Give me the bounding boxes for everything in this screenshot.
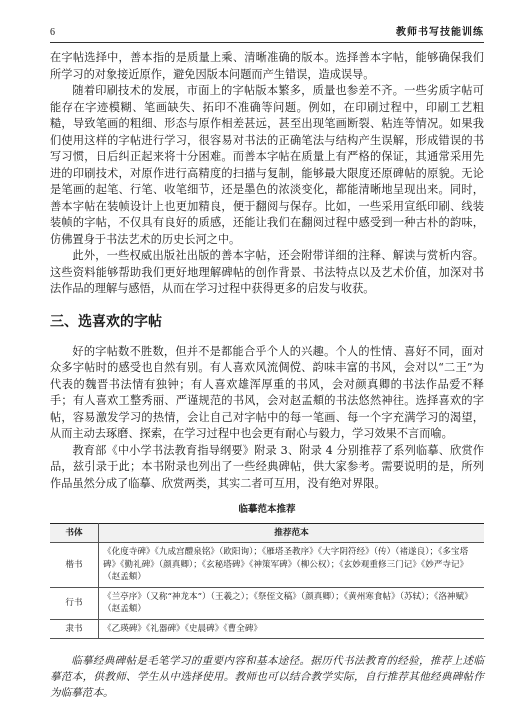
page-number: 6 [50, 27, 55, 38]
table-row [50, 543, 484, 588]
script-style-cell: 隶书 [50, 619, 99, 639]
paragraph: 在字帖选择中，善本指的是质量上乘、清晰准确的版本。选择善本字帖，能够确保我们所学习的对象接近原作，避免因版本问题而产生错误，造成误导。 [50, 51, 484, 81]
table-note: 临摹经典碑帖是毛笔学习的重要内容和基本途径。据历代书法教育的经验，推荐上述临摹范本，供教师、学生从中选择使用。教师也可以结合教学实际，自行推荐其他经典碑帖作为临摹范本。 [50, 655, 484, 699]
running-title: 教师书写技能训练 [396, 27, 484, 38]
paragraph: 教育部《中小学书法教育指导纲要》附录 3、附录 4 分别推荐了系列临摹、欣赏作品，兹引录于此；本书附录也列出了一些经典碑帖，供大家参考。需要说明的是，所列作品虽然分成了临摹、欣赏两类，其实二者可互用，没有绝对界限。 [50, 443, 484, 490]
recommendation-table [50, 523, 484, 640]
column-header-style: 书体 [50, 523, 99, 543]
paragraph: 随着印刷技术的发展，市面上的字帖版本繁多，质量也参差不齐。一些劣质字帖可能存在字迹模糊、笔画缺失、拓印不准确等问题。例如，在印刷过程中，印刷工艺粗糙，导致笔画的粗细、形态与原作相差甚远，甚至出现笔画断裂、粘连等情况。如果我们使用这样的字帖进行学习，很容易对书法的正确笔法与结构产生误解，形成错误的书写习惯，日后纠正起来将十分困难。而善本字帖在质量上有严格的保证，其通常采用先进的印刷技术，对原作进行高精度的扫描与复制，能够最大限度还原碑帖的原貌。无论是笔画的起笔、行笔、收笔细节，还是墨色的浓淡变化，都能清晰地呈现出来。同时，善本字帖在装帧设计上也更加精良，便于翻阅与保存。比如，一些采用宣纸印刷、线装装帧的字帖，不仅具有良好的质感，还能让我们在翻阅过程中感受到一种古朴的韵味，仿佛置身于书法艺术的历史长河之中。 [50, 84, 484, 246]
running-header [50, 26, 484, 43]
works-cell: 《乙瑛碑》《礼器碑》《史晨碑》《曹全碑》 [99, 619, 485, 639]
table-caption: 临摹范本推荐 [238, 504, 296, 515]
section-title: 三、选喜欢的字帖 [50, 313, 162, 330]
page-body [50, 50, 484, 701]
table-row [50, 587, 484, 619]
column-header-works: 推荐范本 [99, 523, 485, 543]
script-style-cell: 行书 [50, 587, 99, 619]
script-style-cell: 楷书 [50, 543, 99, 588]
table-header-row [50, 523, 484, 543]
table-row [50, 619, 484, 639]
works-cell: 《兰亭序》（又称“神龙本”）（王羲之）；《祭侄文稿》（颜真卿）；《黄州寒食帖》（苏轼）；《洛神赋》（赵孟頫） [99, 587, 485, 619]
paragraph: 此外，一些权威出版社出版的善本字帖，还会附带详细的注释、解读与赏析内容。这些资料能够帮助我们更好地理解碑帖的创作背景、书法特点以及艺术价值，加深对书法作品的理解与感悟，从而在学习过程中获得更多的启发与收获。 [50, 249, 484, 295]
paragraph: 好的字帖数不胜数，但并不是都能合乎个人的兴趣。个人的性情、喜好不同，面对众多字帖时的感受也自然有别。有人喜欢风流倜傥、韵味丰富的书风，会对以“二王”为代表的魏晋书法情有独钟；有人喜欢雄浑厚重的书风，会对颜真卿的书法作品爱不释手；有人喜欢工整秀丽、严谨规范的书风，会对赵孟頫的书法悠然神往。选择喜欢的字帖，容易激发学习的热情，会让自己对字帖中的每一笔画、每一个字充满学习的渴望，从而主动去琢磨、探索，在学习过程中也会更有耐心与毅力，学习效果不言而喻。 [50, 344, 484, 440]
works-cell: 《化度寺碑》《九成宫醴泉铭》（欧阳询）；《雁塔圣教序》《大字阴符经》（传）（褚遂良）；《多宝塔碑》《勤礼碑》（颜真卿）；《玄秘塔碑》《神策军碑》（柳公权）；《玄妙观重修三门记》《妙严寺记》（赵孟頫） [99, 543, 485, 588]
